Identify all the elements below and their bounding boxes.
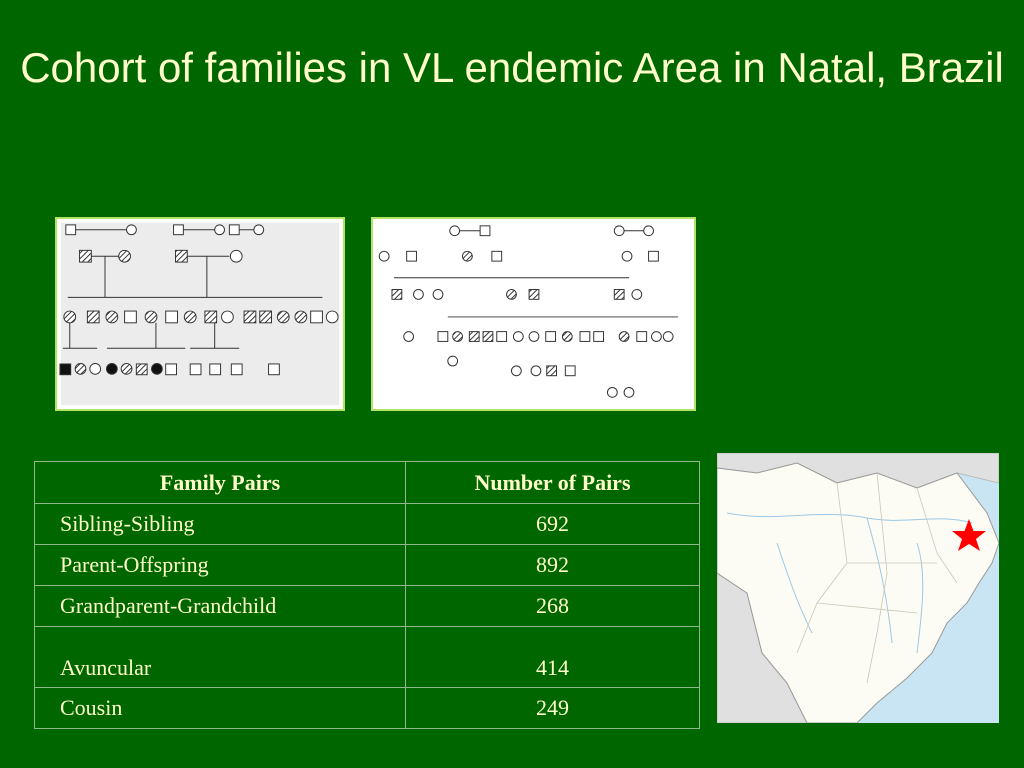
pair-count: 249 (406, 688, 700, 729)
brazil-map (717, 453, 999, 723)
column-header-number-of-pairs: Number of Pairs (406, 462, 700, 504)
brazil-map-drawing (717, 453, 999, 723)
family-pairs-table (34, 461, 700, 729)
pedigree-chart-right (373, 219, 694, 409)
pedigree-image-right (371, 217, 696, 411)
table-header-row (35, 462, 700, 504)
table-row (35, 504, 700, 545)
table-row (35, 627, 700, 688)
pair-name: Grandparent-Grandchild (35, 586, 406, 627)
pedigree-chart-left (57, 219, 343, 409)
pedigree-image-left (55, 217, 345, 411)
slide-title: Cohort of families in VL endemic Area in Natal, Brazil (20, 44, 1004, 91)
pair-name: Parent-Offspring (35, 545, 406, 586)
pair-name: Cousin (35, 688, 406, 729)
pair-name: Avuncular (35, 627, 406, 688)
column-header-family-pairs: Family Pairs (35, 462, 406, 504)
table-row (35, 545, 700, 586)
pair-name: Sibling-Sibling (35, 504, 406, 545)
pair-count: 892 (406, 545, 700, 586)
table-row (35, 688, 700, 729)
pair-count: 414 (406, 627, 700, 688)
pair-count: 692 (406, 504, 700, 545)
pair-count: 268 (406, 586, 700, 627)
table-row (35, 586, 700, 627)
